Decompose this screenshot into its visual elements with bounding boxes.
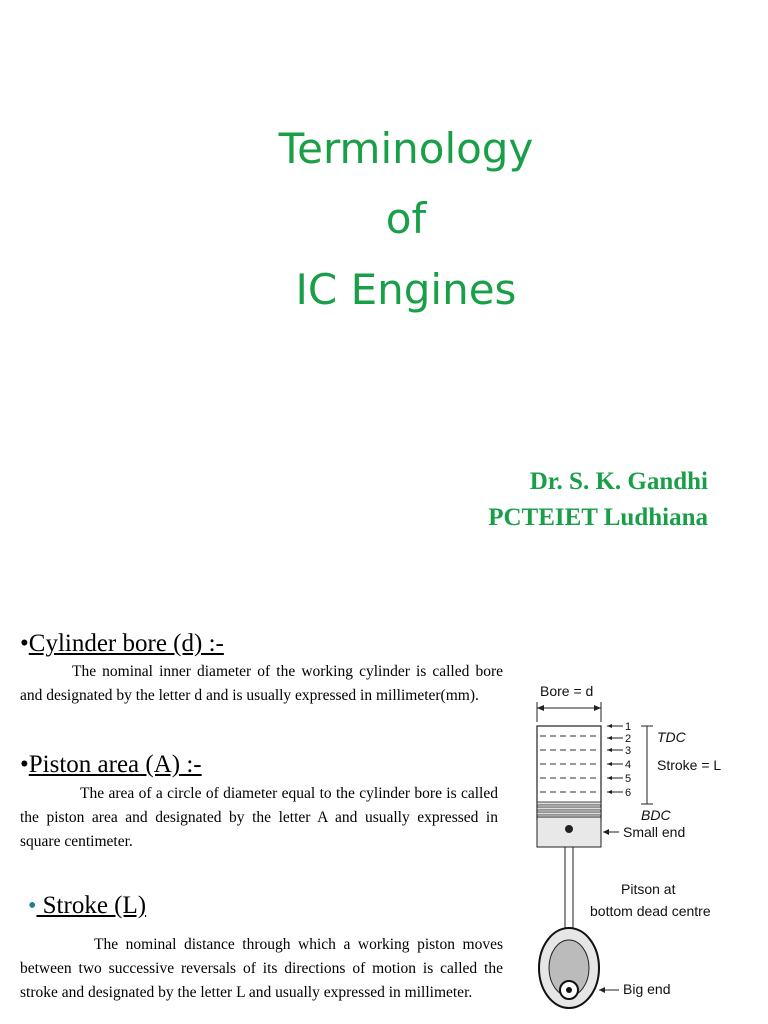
small-end-pin <box>565 825 573 833</box>
position-number-3: 3 <box>625 745 632 757</box>
piston-rings <box>537 802 601 815</box>
paragraph-cylinder-bore: The nominal inner diameter of the working cylinder is called bore and designated by the letter d and is usually expressed in millimeter(mm). <box>20 663 503 704</box>
connecting-rod <box>565 847 573 937</box>
piston-caption-line-2: bottom dead centre <box>590 903 711 919</box>
bdc-label: BDC <box>641 807 671 823</box>
heading-piston-area <box>20 751 202 779</box>
piston-caption-line-1: Pitson at <box>621 881 676 897</box>
bullet: • <box>20 751 29 778</box>
paragraph-stroke: The nominal distance through which a working piston moves between two successive reversals of its directions of motion is called the stroke and designated by the letter L and usually expressed in millimeter. <box>20 936 503 1001</box>
position-number-2: 2 <box>625 733 632 745</box>
piston-diagram <box>515 672 755 1024</box>
author-name: Dr. S. K. Gandhi <box>529 468 708 495</box>
title-line-1: Terminology <box>278 124 534 173</box>
position-number-6: 6 <box>625 787 632 799</box>
tdc-label: TDC <box>657 729 686 745</box>
position-number-labels <box>607 721 631 799</box>
position-number-1: 1 <box>625 721 632 733</box>
cylinder <box>537 726 601 820</box>
content-slide <box>0 588 768 1024</box>
heading-text: Piston area (A) :- <box>28 751 202 778</box>
bullet: • <box>20 630 29 657</box>
bore-arrow-right-icon <box>594 705 601 711</box>
small-end-label: Small end <box>623 824 686 840</box>
heading-stroke <box>28 892 146 920</box>
title-line-3: IC Engines <box>295 265 517 314</box>
paragraph-piston-area: The area of a circle of diameter equal to the cylinder bore is called the piston area and designated by the letter A and usually expressed in square centimeter. <box>20 785 498 850</box>
institute-name: PCTEIET Ludhiana <box>488 504 708 531</box>
bore-arrow-left-icon <box>537 705 544 711</box>
title-line-2: of <box>385 194 427 243</box>
heading-text: Stroke (L) <box>36 892 147 919</box>
heading-cylinder-bore <box>20 630 224 658</box>
heading-text: Cylinder bore (d) :- <box>28 630 224 657</box>
bore-label: Bore = d <box>540 683 594 699</box>
stroke-label: Stroke = L <box>657 757 722 773</box>
position-number-5: 5 <box>625 773 632 785</box>
position-number-4: 4 <box>625 759 632 771</box>
bullet: • <box>28 893 37 919</box>
big-end-label: Big end <box>623 981 671 997</box>
